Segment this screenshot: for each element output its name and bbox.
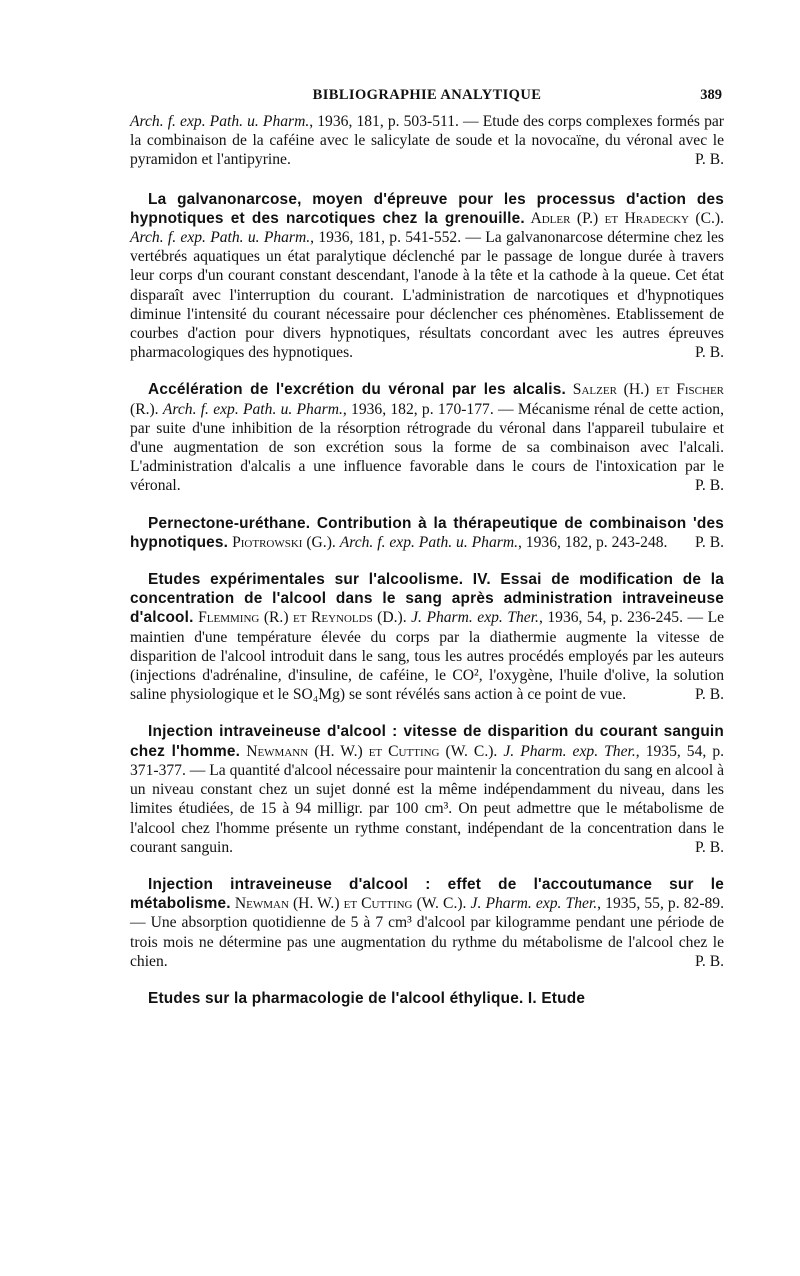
journal-name: Arch. f. exp. Path. u. Pharm.: [130, 229, 311, 247]
document-page: [130, 86, 724, 1026]
entry-authors: Flemming (R.) et Reynolds (D.).: [193, 609, 412, 627]
journal-reference: , 1936, 181, p. 503-511.: [309, 113, 459, 130]
journal-reference: , 1936, 181, p. 541-552.: [310, 229, 462, 247]
bibliography-entry: [130, 875, 724, 971]
journal-name: Arch. f. exp. Path. u. Pharm.: [162, 400, 343, 418]
journal-name: J. Pharm. exp. Ther.: [503, 742, 636, 760]
entry-signature: P. B.: [694, 838, 724, 856]
journal-name: J. Pharm. exp. Ther.: [470, 895, 598, 913]
bibliography-entry: [130, 190, 724, 363]
journal-name: Arch. f. exp. Path. u. Pharm.: [339, 533, 518, 551]
entry-authors: Salzer (H.) et Fischer (R.).: [130, 381, 724, 418]
bibliography-entry: [130, 989, 724, 1008]
entry-signature: P. B.: [694, 686, 724, 704]
journal-reference: , 1936, 182, p. 170-177.: [342, 400, 494, 418]
journal-reference: , 1936, 54, p. 236-245.: [538, 609, 683, 627]
journal-name: J. Pharm. exp. Ther.: [411, 609, 539, 627]
bibliography-entry: [130, 570, 724, 704]
entry-title: Accélération de l'excrétion du véronal par les alcalis.: [148, 381, 567, 399]
entry-body: — La quantité d'alcool nécessaire pour maintenir la concentration du sang en alcool à un niveau constant chez un sujet donné est la même indépendamment du niveau, dans les limites étudiées, de 15 à 94 milligr. par 100 cm³. On peut admettre que le métabolisme de l'alcool chez l'homme présente un rythme constant, indépendant de la concentration dans le courant sanguin.: [130, 761, 724, 856]
entry-body: — Une absorption quotidienne de 5 à 7 cm³ d'alcool par kilogramme pendant une période de trois mois ne détermine pas une augmentation du rythme du métabolisme de l'alcool chez le chien.: [130, 914, 724, 970]
entry-title: Etudes sur la pharmacologie de l'alcool éthylique. I. Etude: [148, 989, 586, 1007]
entry-title: Injection intraveineuse d'alcool : vitesse de disparition du courant sanguin chez l'homme.: [130, 723, 724, 760]
entry-authors: Adler (P.) et Hradecky (C.).: [524, 209, 725, 227]
entry-body: — Mécanisme rénal de cette action, par suite d'une inhibition de la résorption rétrograde du véronal dans l'appareil tubulaire et d'une augmentation de son excrétion sous la forme de sa combinaison avec l'alcali. L'administration d'alcalis a une influence favorable dans le cours de l'intoxication par le véronal.: [130, 400, 725, 495]
entry-authors: Newman (H. W.) et Cutting (W. C.).: [230, 895, 471, 913]
entry-signature: P. B.: [694, 477, 724, 495]
journal-reference: , 1936, 182, p. 243-248.: [518, 533, 668, 551]
bibliography-entry: [130, 380, 724, 495]
entry-signature: P. B.: [694, 344, 724, 362]
bibliography-entry: [130, 112, 724, 170]
bibliography-entry: [130, 514, 724, 552]
entry-title: La galvanonarcose, moyen d'épreuve pour les processus d'action des hypnotiques et des narcotiques chez la grenouille.: [130, 190, 724, 227]
entry-authors: Newmann (H. W.) et Cutting (W. C.).: [240, 742, 504, 760]
entry-title: Pernectone-uréthane. Contribution à la thérapeutique de combinaison 'des hypnotiques.: [130, 514, 724, 551]
entry-signature: P. B.: [694, 952, 724, 970]
entry-authors: Piotrowski (G.).: [228, 533, 340, 551]
entry-body: — La galvanonarcose détermine chez les vertébrés aquatiques un état paralytique déclenché par le passage de longue durée à travers leur corps d'un courant constant descendant, l'anode à la tête et la cathode à la queue. Cet état disparaît avec l'interruption du courant. L'administration de narcotiques et d'hypnotiques diminue l'intensité du courant nécessaire pour déclencher ces phénomènes. Etablissement de courbes d'action pour divers hypnotiques, résultats concordant avec les autres épreuves pharmacologiques des hypnotiques.: [130, 229, 724, 362]
journal-reference: , 1935, 54, p. 371-377.: [130, 742, 725, 779]
bibliography-entry: [130, 722, 724, 856]
entry-title: Injection intraveineuse d'alcool : effet de l'accoutumance sur le métabolisme.: [130, 875, 724, 913]
running-head-title: BIBLIOGRAPHIE ANALYTIQUE: [312, 87, 542, 103]
page-number: 389: [700, 87, 722, 103]
entry-signature: P. B.: [694, 151, 724, 169]
entry-title: Etudes expérimentales sur l'alcoolisme. IV. Essai de modification de la concentration de l'alcool dans le sang après administration intraveineuse d'alcool.: [130, 571, 724, 627]
entry-body: — Etude des corps complexes formés par la combinaison de la caféine avec le salicylate de soude et la novocaïne, du véronal avec le pyramidon et l'antipyrine.: [130, 113, 724, 169]
running-head: [130, 86, 724, 108]
entry-signature: P. B.: [694, 533, 724, 551]
entry-body: — Le maintien d'une température élevée du corps par la diathermie augmente la vitesse de disparition de l'alcool introduit dans le sang, tous les autres procédés employés par les auteurs (injections d'adrénaline, d'insuline, de caféine, le CO², l'oxygène, l'huile d'olive, la solution saline physiologique et le SO₄Mg) se sont révélés sans action à ce point de vue.: [130, 609, 725, 704]
journal-name: Arch. f. exp. Path. u. Pharm.: [130, 113, 310, 130]
journal-reference: , 1935, 55, p. 82-89.: [597, 895, 724, 913]
